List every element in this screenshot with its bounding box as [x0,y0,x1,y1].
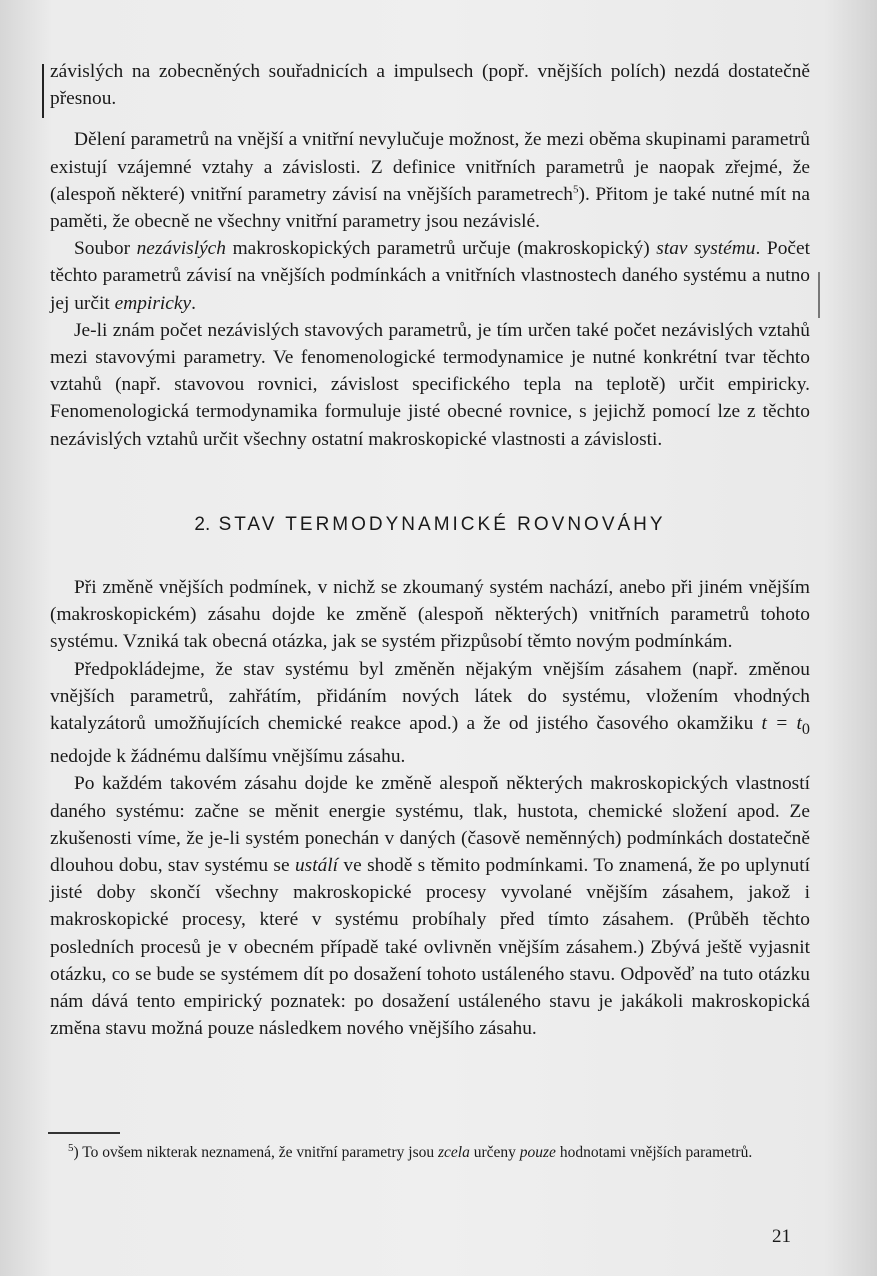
section-heading [50,511,810,538]
main-text [50,58,810,1042]
paragraph-equilibrium: Po každém takovém zásahu dojde ke změně alespoň některých makroskopických vlastností daného systému: začne se měnit energie systému, tlak, hustota, chemické složení apod. Ze zkušenosti víme, že je-li systém ponechán v daných (časově neměnných) podmínkách dostatečně dlouhou dobu, stav systému se ustálí ve shodě s těmito podmínkami. To znamená, že po uplynutí jisté doby skončí všechny makroskopické procesy vyvolané vnějším zásahem, jakož i makroskopické procesy, které v systému probíhaly před tímto zásahem. (Průběh těchto posledních procesů je v obecném případě také ovlivněn vnějším zásahem.) Zbývá ještě vyjasnit otázku, co se bude se systémem dít po dosažení tohoto ustáleného stavu. Odpověď na tuto otázku nám dává tento empirický poznatek: po dosažení ustáleného stavu je jakákoli makroskopická změna stavu možná pouze následkem nového vnějšího zásahu. [50,773,811,1040]
footnote: $^5$) To ovšem nikterak neznamená, že vnitřní parametry jsou zcela určeny pouze hodnotami vnějších parametrů. [68,1141,753,1161]
margin-mark-right [818,272,820,318]
footnote-mark: 5 [68,1141,74,1154]
section-number: 2. [194,513,211,535]
margin-mark-left [42,64,44,118]
paragraph-continuation: závislých na zobecněných souřadnicích a impulsech (popř. vnějších polích) nezdá dostatečně přesnou. [50,61,810,110]
section-title: STAV TERMODYNAMICKÉ ROVNOVÁHY [218,513,666,535]
paragraph-independent-relations: Je-li znám počet nezávislých stavových parametrů, je tím určen také počet nezávislých vztahů mezi stavovými parametry. Ve fenomenologické termodynamice je nutné konkrétní tvar těchto vztahů (např. stavovou rovnici, závislost specifického tepla na teplotě) určit empiricky. Fenomenologická termodynamika formuluje jisté obecné rovnice, s jejichž pomocí lze z těchto nezávislých vztahů určit všechny ostatní makroskopické vlastnosti a závislosti. [50,319,810,450]
footnote-divider [48,1132,120,1134]
equation: t = t [761,713,802,735]
footnote-reference: 5 [572,183,579,196]
paragraph-external-change: Při změně vnějších podmínek, v nichž se zkoumaný systém nachází, anebo při jiném vnějším (makroskopickém) zásahu dojde ke změně (alespoň některých) vnitřních parametrů tohoto systému. Vzniká tak obecná otázka, jak se systém přizpůsobí těmto novým podmínkám. [50,577,810,653]
paragraph-state-definition: Soubor nezávislých makroskopických parametrů určuje (makroskopický) stav systému. Počet těchto parametrů závisí na vnějších podmínkách a vnitřních vlastnostech daného systému a nutno jej určit empiricky. [50,238,811,314]
paragraph-parameters-division: Dělení parametrů na vnější a vnitřní nevylučuje možnost, že mezi oběma skupinami parametrů existují vzájemné vztahy a závislosti. Z definice vnitřních parametrů je naopak zřejmé, že (alespoň některé) vnitřní parametry závisí na vnějších parametrech$^5$). Přitom je také nutné mít na paměti, že obecně ne všechny vnitřní parametry jsou nezávislé. [50,129,810,233]
page-number: 21 [772,1226,791,1247]
paragraph-assumption: Předpokládejme, že stav systému byl změněn nějakým vnějším zásahem (např. změnou vnějších parametrů, zahřátím, přidáním nových látek do systému, vložením vhodných katalyzátorů umožňujících chemické reakce apod.) a že od jistého časového okamžiku $t = t_0$ nedojde k žádnému dalšímu vnějšímu zásahu. [50,658,810,768]
